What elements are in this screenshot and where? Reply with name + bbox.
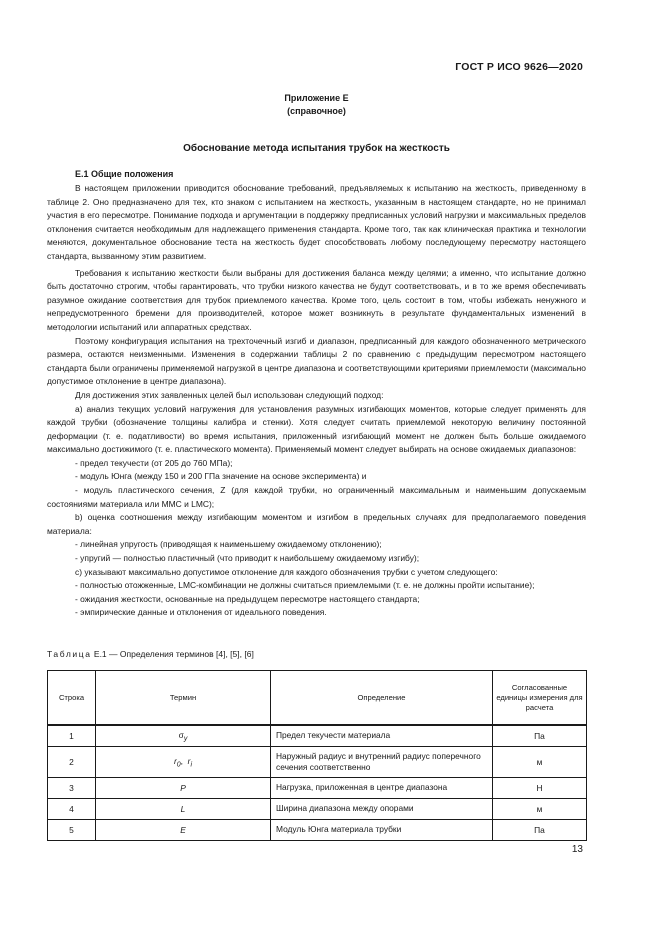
row-number: 4	[48, 799, 96, 820]
paragraph: Поэтому конфигурация испытания на трехточечный изгиб и диапазон, предписанный для каждого обозначенного метрического размера, остаются неизменными. Изменения в содержании таблицы 2 по сравнению с предыдущим пересмотром настоящего стандарта были ограничены применяемой нагрузкой в центре диапазона и соответствующими критериями приемлемости (максимально допустимое отклонение в центре диапазона).	[47, 335, 586, 387]
table-caption-prefix: Таблица	[47, 649, 92, 659]
table-header-row	[48, 671, 587, 726]
term-definition: Нагрузка, приложенная в центре диапазона	[271, 778, 493, 799]
paragraph: В настоящем приложении приводится обоснование требований, предъявляемых к испытанию на жесткость, приведенному в таблице 2. Оно предназначено для тех, кто знаком с испытанием на жесткость, указанным в настоящем стандарте, но не принимал участия в его пересмотре. Понимание подхода и аргументации в поддержку предписанных условий нагрузки и максимальных пределов отклонения считается необходимым для надлежащего применения стандарта. Кроме того, так как клиническая практика и технологии меняются, документальное обоснование теста на жесткость будет способствовать любому последующему пересмотру настоящего стандарта, вызванному этим развитием.	[47, 183, 586, 261]
table-row	[48, 747, 587, 778]
appendix-title: Приложение Е	[284, 93, 349, 103]
term-unit: Па	[493, 820, 587, 841]
symbol-main: σ	[178, 729, 184, 740]
list-item: - ожидания жесткости, основанные на предыдущем пересмотре настоящего стандарта;	[75, 593, 420, 604]
term-definition: Наружный радиус и внутренний радиус поперечного сечения соответственно	[271, 747, 493, 778]
appendix-note: (справочное)	[287, 106, 346, 116]
term-unit: м	[493, 747, 587, 778]
term-symbol	[96, 725, 271, 747]
section-heading: Е.1 Общие положения	[75, 169, 174, 179]
header-row-number: Строка	[48, 671, 96, 726]
row-number: 3	[48, 778, 96, 799]
list-item: с) указывают максимально допустимое отклонение для каждого обозначения трубки с учетом следующего:	[75, 566, 498, 577]
list-item: - модуль Юнга (между 150 и 200 ГПа значение на основе эксперимента) и	[75, 471, 367, 482]
list-item: - эмпирические данные и отклонения от идеального поведения.	[75, 607, 327, 618]
table-caption	[47, 649, 254, 659]
paragraph: Для достижения этих заявленных целей был использован следующий подход:	[75, 389, 384, 400]
list-item: - полностью отожженные, LMC-комбинации не должны считаться приемлемыми (т. е. не должны пройти испытание);	[75, 580, 535, 591]
term-unit: Н	[493, 778, 587, 799]
list-item: - линейная упругость (приводящая к наименьшему ожидаемому отклонению);	[75, 539, 382, 550]
row-number: 2	[48, 747, 96, 778]
table-row	[48, 778, 587, 799]
list-item: - упругий — полностью пластичный (что приводит к наибольшему ожидаемому изгибу);	[75, 553, 420, 564]
term-unit: м	[493, 799, 587, 820]
symbol-subscript: y	[183, 735, 188, 743]
appendix-main-title: Обоснование метода испытания трубок на жесткость	[183, 143, 450, 154]
table-row	[48, 820, 587, 841]
table-row	[48, 725, 587, 747]
row-number: 1	[48, 725, 96, 747]
header-units: Согласованные единицы измерения для расчета	[493, 671, 587, 726]
symbol-secondary: r	[187, 755, 191, 766]
body-text	[47, 182, 586, 620]
symbol-main: r	[173, 755, 177, 766]
header-term: Термин	[96, 671, 271, 726]
term-symbol: P	[96, 778, 271, 799]
list-item: - модуль пластического сечения, Z (для каждой трубки, но ограниченный максимальным и наименьшим допускаемым состояниями материала или ММС и LMC);	[47, 485, 586, 509]
symbol-subscript: 0	[176, 761, 181, 769]
term-definition: Предел текучести материала	[271, 725, 493, 747]
header-definition: Определение	[271, 671, 493, 726]
term-symbol: L	[96, 799, 271, 820]
term-unit: Па	[493, 725, 587, 747]
page-number: 13	[571, 844, 583, 855]
list-item: - предел текучести (от 205 до 760 МПа);	[75, 457, 233, 468]
term-definition: Модуль Юнга материала трубки	[271, 820, 493, 841]
standard-designation: ГОСТ Р ИСО 9626—2020	[455, 61, 583, 73]
definitions-table	[47, 670, 587, 841]
table-caption-text: Е.1 — Определения терминов [4], [5], [6]	[93, 649, 254, 659]
list-item: b) оценка соотношения между изгибающим моментом и изгибом в предельных случаях для предполагаемого поведения материала:	[47, 512, 586, 536]
term-definition: Ширина диапазона между опорами	[271, 799, 493, 820]
list-item: а) анализ текущих условий нагружения для установления разумных изгибающих моментов, которые следует применять для каждой трубки (обозначение толщины калибра и стенки). Хотя следует считать приемлемой некоторую величину постоянной деформации (т. е. податливости) во время испытания, приложенный изгибающий момент не должен быть больше ожидаемого максимально достижимого (т. е. пластического момента). Применяемый момент следует выбирать на основе ожидаемых диапазонов:	[47, 403, 586, 455]
symbol-secondary-subscript: i	[190, 761, 193, 769]
table-row	[48, 799, 587, 820]
term-symbol: E	[96, 820, 271, 841]
row-number: 5	[48, 820, 96, 841]
paragraph: Требования к испытанию жесткости были выбраны для достижения баланса между целями; а именно, что испытание должно быть достаточно строгим, чтобы гарантировать, что трубки низкого качества не будут соответствовать, и в то же время обеспечивать разумное ожидание соответствия для трубок приемлемого качества. Кроме того, цель состоит в том, чтобы избежать ненужного и непредусмотренного бремени для производителей, которое может возникнуть в результате фундаментальных изменений в методологии испытаний или аппаратных средствах.	[47, 267, 586, 332]
term-symbol: $r_0$, $r_i$	[96, 747, 271, 778]
